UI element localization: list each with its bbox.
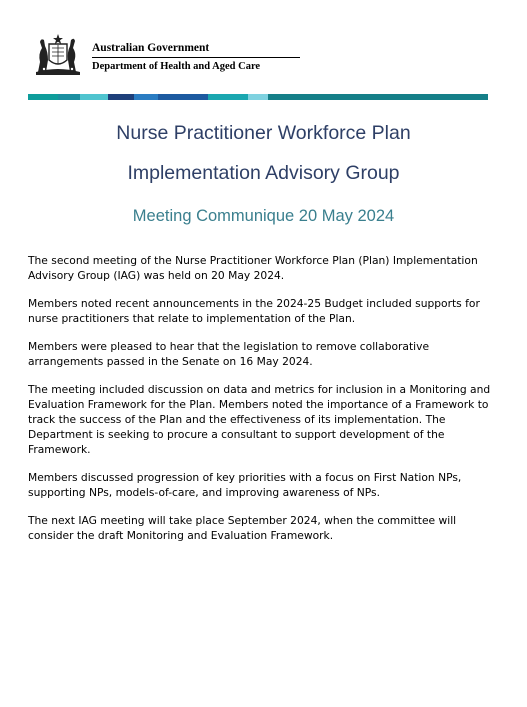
- color-bar-segment: [248, 94, 268, 100]
- color-bar-segment: [58, 94, 80, 100]
- communique-body: [28, 253, 500, 556]
- color-bar-segment: [208, 94, 248, 100]
- paragraph: The second meeting of the Nurse Practitioner Workforce Plan (Plan) Implementation Advisory Group (IAG) was held on 20 May 2024.: [28, 254, 478, 282]
- color-bar-segment: [108, 94, 134, 100]
- department-name: Department of Health and Aged Care: [92, 61, 261, 72]
- color-bar-segment: [80, 94, 108, 100]
- paragraph: The next IAG meeting will take place September 2024, when the committee will consider the draft Monitoring and Evaluation Framework.: [28, 514, 457, 542]
- paragraph: Members discussed progression of key priorities with a focus on First Nation NPs, supporting NPs, models-of-care, and improving awareness of NPs.: [28, 471, 462, 499]
- government-name: Australian Government: [92, 42, 210, 54]
- document-title-line2: Implementation Advisory Group: [127, 162, 400, 184]
- paragraph: Members were pleased to hear that the legislation to remove collaborative arrangements passed in the Senate on 16 May 2024.: [28, 340, 430, 368]
- color-bar-segment: [134, 94, 158, 100]
- letterhead: [30, 30, 500, 80]
- document-subtitle: Meeting Communique 20 May 2024: [132, 207, 395, 225]
- color-bar-segment: [268, 94, 488, 100]
- color-bar-segment: [158, 94, 208, 100]
- paragraph: Members noted recent announcements in the 2024-25 Budget included supports for nurse practitioners that relate to implementation of the Plan.: [28, 297, 480, 325]
- document-title-line1: Nurse Practitioner Workforce Plan: [116, 122, 411, 144]
- letterhead-divider: [92, 57, 300, 58]
- decorative-color-bar: [28, 94, 488, 100]
- color-bar-segment: [28, 94, 58, 100]
- coat-of-arms-icon: [30, 32, 86, 76]
- paragraph: The meeting included discussion on data and metrics for inclusion in a Monitoring and Evaluation Framework for the Plan. Members noted the importance of a Framework to track the success of the Plan and the effectiveness of its implementation. The Department is seeking to procure a consultant to support development of the Framework.: [28, 383, 491, 456]
